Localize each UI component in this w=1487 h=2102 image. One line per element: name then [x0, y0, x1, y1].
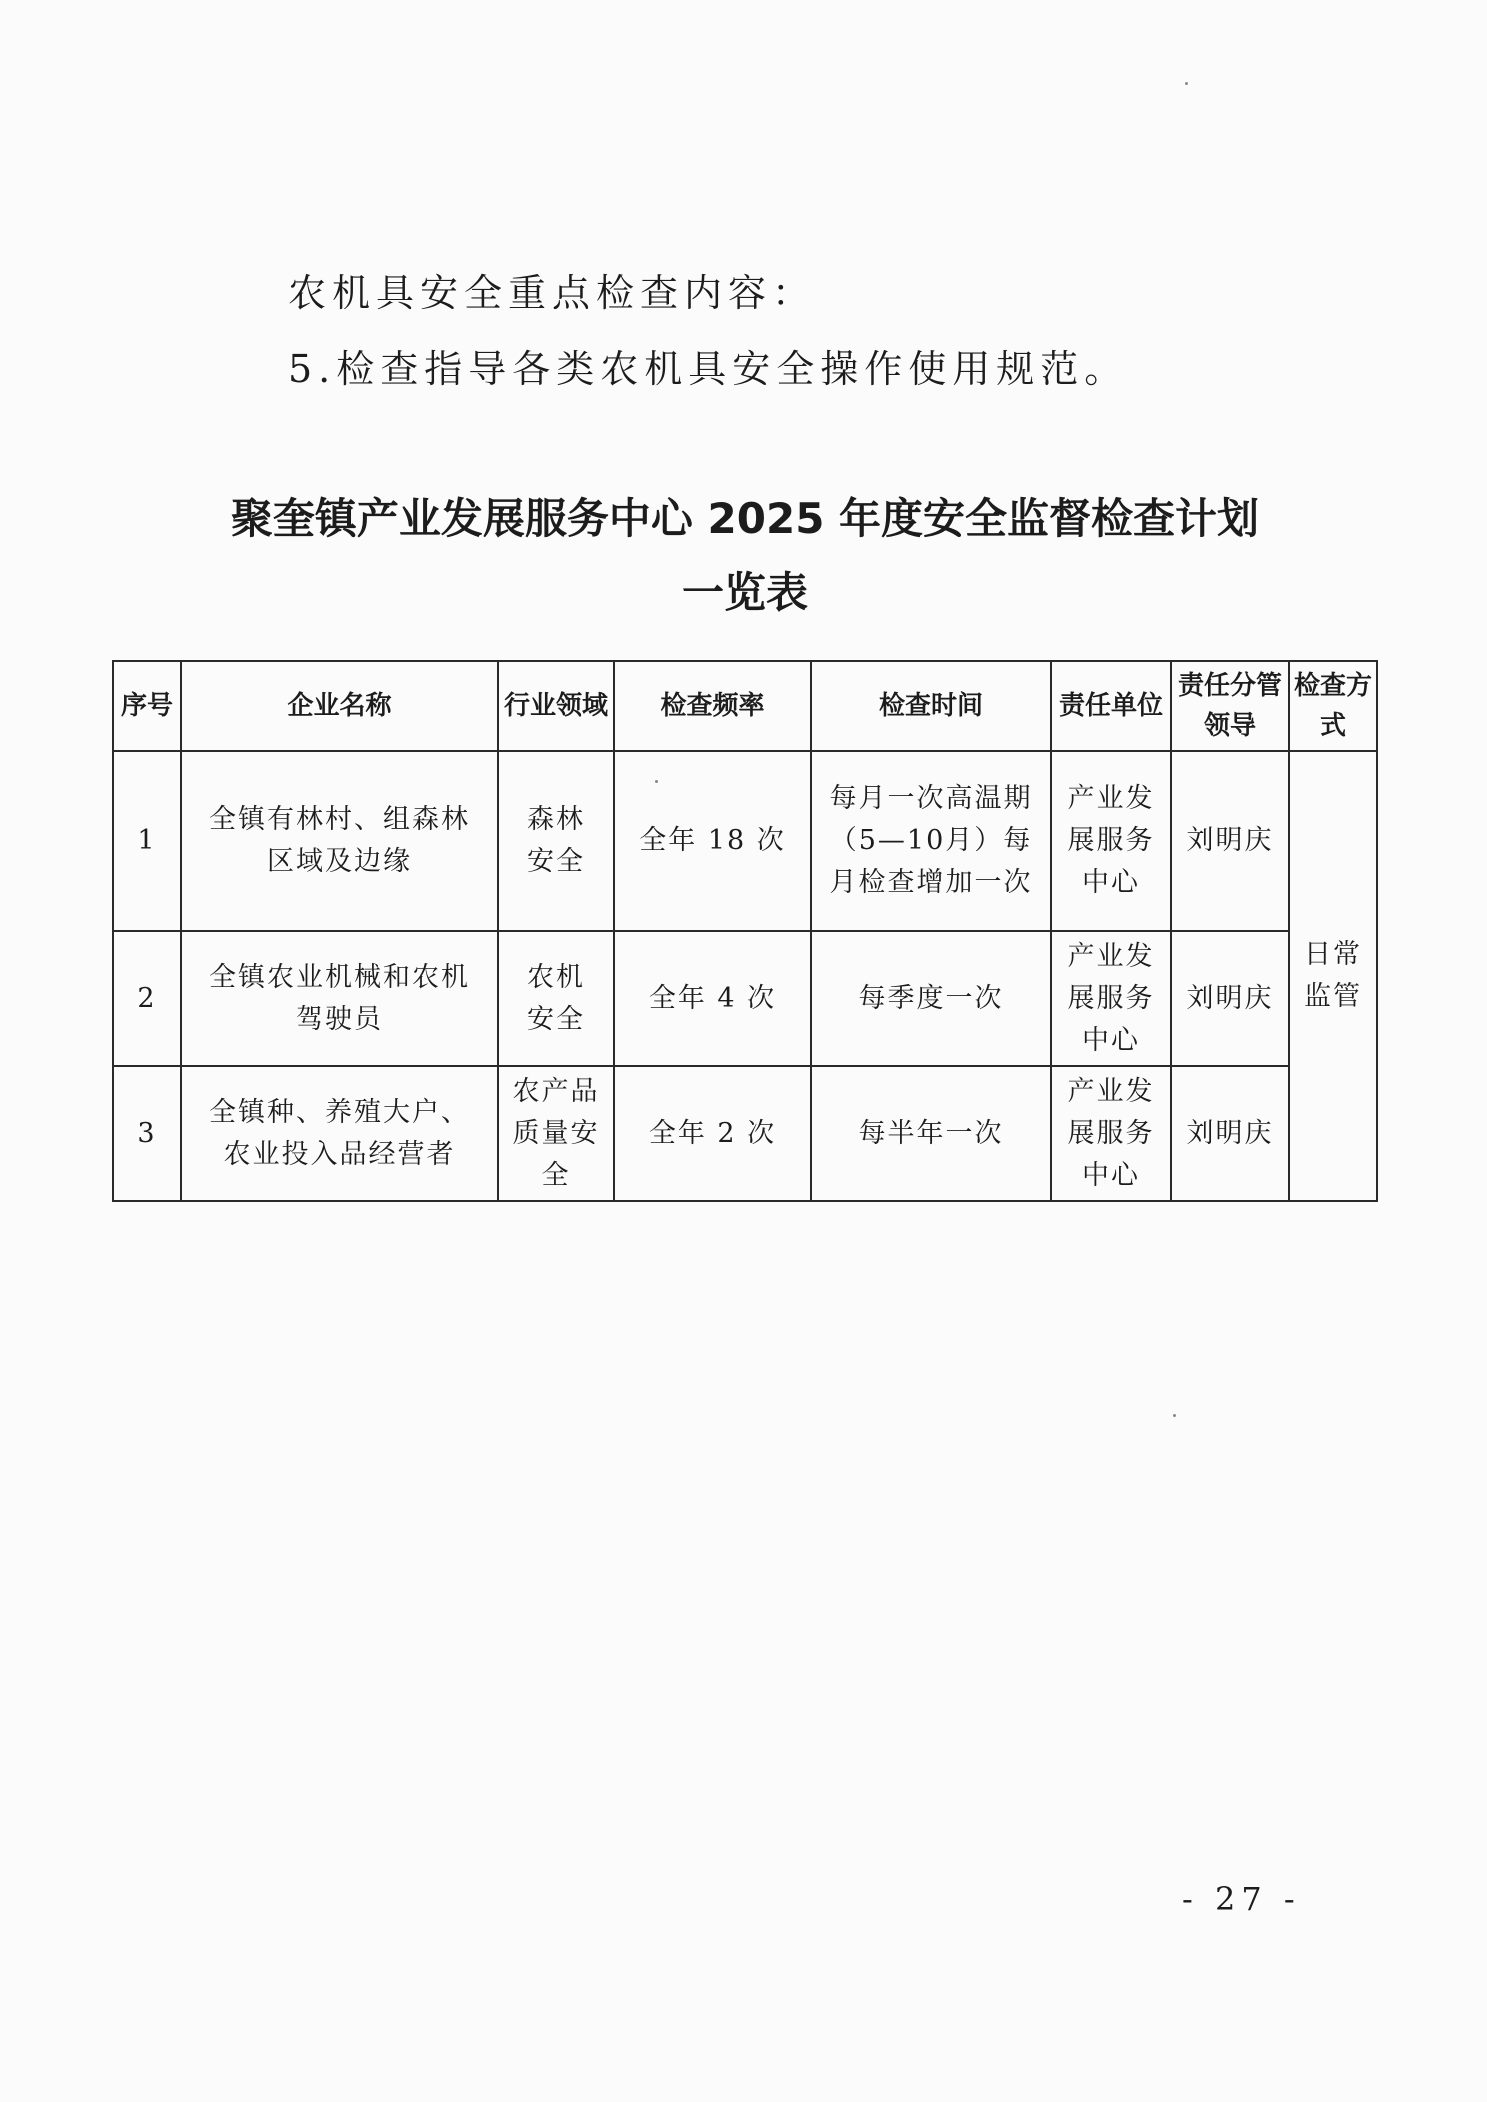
header-name: 企业名称: [181, 661, 498, 751]
cell-name: 全镇有林村、组森林区域及边缘: [181, 751, 498, 931]
table-row: [113, 1066, 1377, 1201]
table-row: [113, 931, 1377, 1066]
header-time: 检查时间: [811, 661, 1051, 751]
cell-time: 每季度一次: [811, 931, 1051, 1066]
cell-frequency: 全年 18 次: [614, 751, 811, 931]
intro-line-1: 农机具安全重点检查内容：: [288, 271, 817, 315]
cell-time: 每月一次高温期（5—10月）每月检查增加一次: [811, 751, 1051, 931]
cell-unit: 产业发展服务中心: [1051, 751, 1171, 931]
header-method: 检查方式: [1289, 661, 1377, 751]
page-number: - 27 -: [1182, 1880, 1301, 1918]
cell-unit: 产业发展服务中心: [1051, 931, 1171, 1066]
cell-frequency: 全年 2 次: [614, 1066, 811, 1201]
cell-leader: 刘明庆: [1171, 1066, 1289, 1201]
intro-line-2: 5.检查指导各类农机具安全操作使用规范。: [288, 347, 1129, 391]
table-row: [113, 751, 1377, 931]
cell-name: 全镇农业机械和农机驾驶员: [181, 931, 498, 1066]
header-frequency: 检查频率: [614, 661, 811, 751]
cell-unit: 产业发展服务中心: [1051, 1066, 1171, 1201]
header-leader: 责任分管领导: [1171, 661, 1289, 751]
cell-time: 每半年一次: [811, 1066, 1051, 1201]
cell-seq: 1: [113, 751, 181, 931]
table-title-line-2: 一览表: [681, 568, 808, 617]
scan-speck: [1173, 1414, 1176, 1417]
header-sector: 行业领域: [498, 661, 614, 751]
cell-sector: 农机安全: [498, 931, 614, 1066]
cell-seq: 3: [113, 1066, 181, 1201]
cell-seq: 2: [113, 931, 181, 1066]
scan-speck: [655, 780, 658, 783]
cell-method: 日常监管: [1289, 751, 1377, 1201]
header-unit: 责任单位: [1051, 661, 1171, 751]
header-seq: 序号: [113, 661, 181, 751]
table-title-line-1: 聚奎镇产业发展服务中心 2025 年度安全监督检查计划: [230, 494, 1260, 543]
cell-sector: 农产品质量安全: [498, 1066, 614, 1201]
scan-speck: [1185, 82, 1188, 85]
cell-name: 全镇种、养殖大户、农业投入品经营者: [181, 1066, 498, 1201]
cell-sector: 森林安全: [498, 751, 614, 931]
cell-frequency: 全年 4 次: [614, 931, 811, 1066]
table-header-row: [113, 661, 1377, 751]
cell-leader: 刘明庆: [1171, 751, 1289, 931]
inspection-plan-table: [112, 660, 1378, 1202]
cell-leader: 刘明庆: [1171, 931, 1289, 1066]
